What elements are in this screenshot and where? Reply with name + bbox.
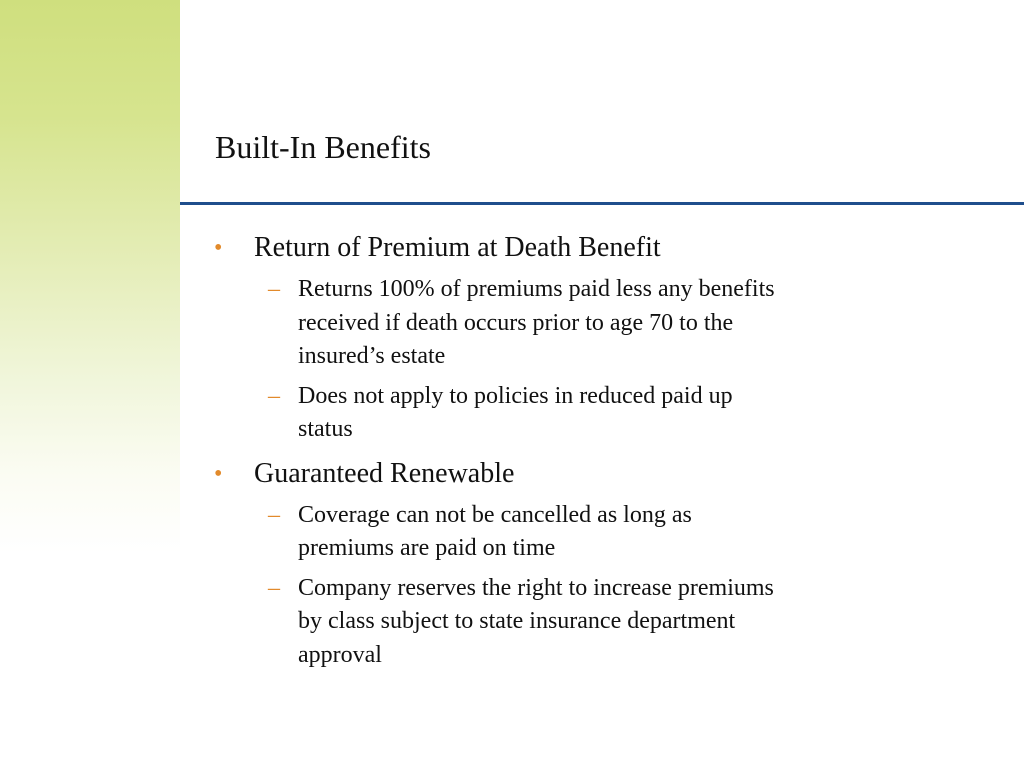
sub-bullet-item: [214, 499, 778, 566]
dash-icon: –: [268, 276, 280, 302]
bullet-dot-icon: •: [214, 235, 223, 261]
slide-title: Built-In Benefits: [215, 129, 431, 165]
sub-bullet-text: Coverage can not be cancelled as long as premiums are paid on time: [298, 501, 692, 561]
sub-bullet-text: Does not apply to policies in reduced paid up status: [298, 382, 733, 442]
sub-bullet-text: Company reserves the right to increase premiums by class subject to state insurance department approval: [298, 574, 774, 668]
bullet-text: Guaranteed Renewable: [254, 457, 515, 489]
sub-bullet-item: [214, 273, 778, 374]
side-gradient-band: [0, 0, 180, 768]
bullet-dot-icon: •: [214, 460, 223, 487]
sub-bullet-item: [214, 380, 778, 447]
title-divider-rule: [180, 202, 1024, 205]
sub-bullet-item: [214, 572, 778, 673]
dash-icon: –: [268, 382, 280, 409]
bullet-item-return-of-premium: [214, 229, 854, 267]
bullet-item-guaranteed-renewable: [214, 455, 854, 493]
bullet-text: Return of Premium at Death Benefit: [254, 232, 661, 263]
dash-icon: –: [268, 574, 280, 601]
dash-icon: –: [268, 501, 280, 528]
bullet-list: [214, 229, 854, 672]
sub-bullet-text: Returns 100% of premiums paid less any benefits received if death occurs prior to age 70 to the insured’s estate: [298, 276, 775, 369]
